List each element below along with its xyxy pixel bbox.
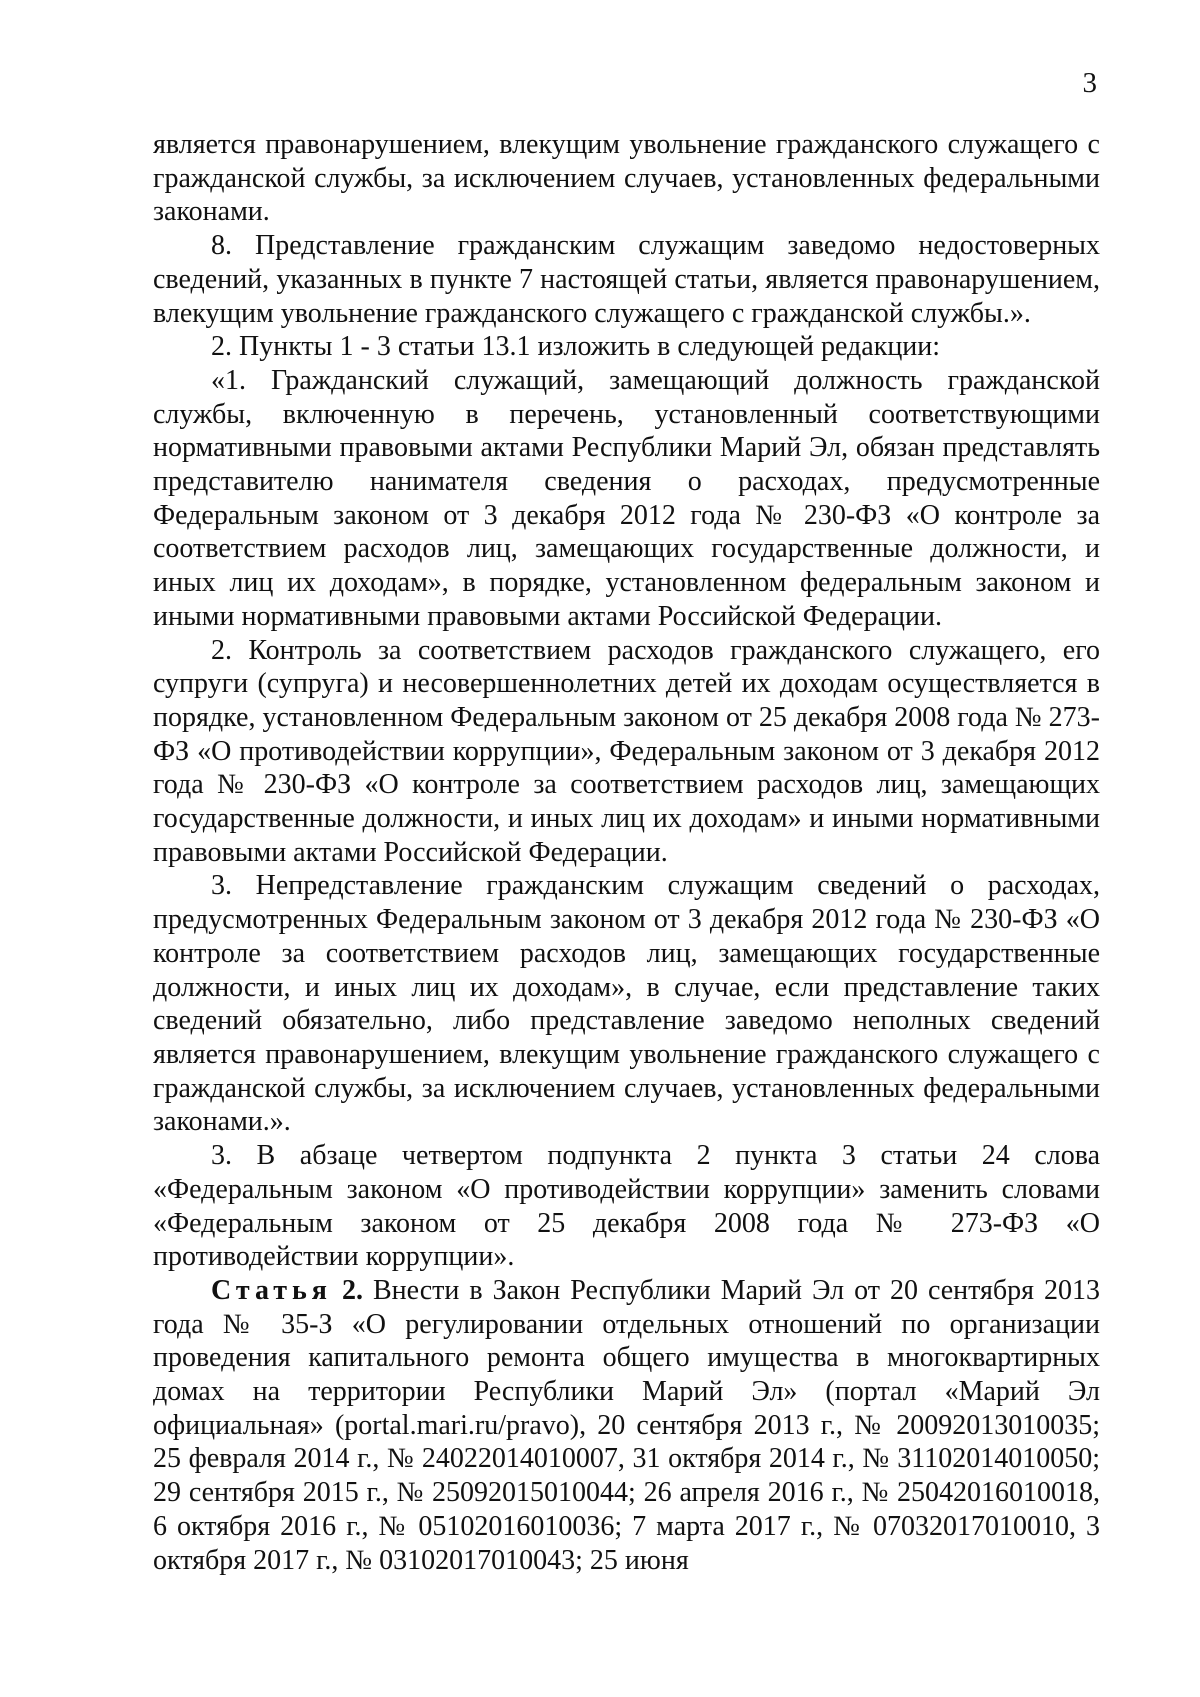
article-2-text: Внести в Закон Республики Марий Эл от 20 сентября 2013 года № 35-З «О регулировании отдельных отношений по организации проведения капитального ремонта общего имущества в многоквартирных домах на территории Республики Марий Эл» (портал «Марий Эл официальная» (portal.mari.ru/pravo), 20 сентября 2013 г., № 20092013010035; 25 февраля 2014 г., № 24022014010007, 31 октября 2014 г., № 31102014010050; 29 сентября 2015 г., № 25092015010044; 26 апреля 2016 г., № 25042016010018, 6 октября 2016 г., № 05102016010036; 7 марта 2017 г., № 07032017010010, 3 октября 2017 г., № 03102017010043; 25 июня [153, 1274, 1101, 1576]
paragraph-new-item-1: «1. Гражданский служащий, замещающий должность гражданской службы, включенную в перечень, установленный соответствующими нормативными правовыми актами Республики Марий Эл, обязан представлять представителю нанимателя сведения о расходах, предусмотренные Федеральным законом от 3 декабря 2012 года № 230-ФЗ «О контроле за соответствием расходов лиц, замещающих государственные должности, и иных лиц их доходам», в порядке, установленном федеральным законом и иными нормативными правовыми актами Российской Федерации. [153, 364, 1100, 632]
paragraph-item-8: 8. Представление гражданским служащим заведомо недостоверных сведений, указанных в пункте 7 настоящей статьи, является правонарушением, влекущим увольнение гражданского служащего с гражданской службы.». [153, 230, 1100, 329]
paragraph-amendment-3: 3. В абзаце четвертом подпункта 2 пункта 3 статьи 24 слова «Федеральным законом «О противодействии коррупции» заменить словами «Федеральным законом от 25 декабря 2008 года № 273-ФЗ «О противодействии коррупции». [153, 1140, 1100, 1273]
article-2-heading: Статья [211, 1274, 332, 1306]
paragraph-new-item-3: 3. Непредставление гражданским служащим сведений о расходах, предусмотренных Федеральным законом от 3 декабря 2012 года № 230-ФЗ «О контроле за соответствием расходов лиц, замещающих государственные должности, и иных лиц их доходам», в случае, если представление таких сведений обязательно, либо представление заведомо неполных сведений является правонарушением, влекущим увольнение гражданского служащего с гражданской службы, за исключением случаев, установленных федеральными законами.». [153, 870, 1100, 1138]
paragraph-continuation: является правонарушением, влекущим увольнение гражданского служащего с гражданской службы, за исключением случаев, установленных федеральными законами. [153, 129, 1100, 228]
page-number: 3 [1082, 67, 1097, 99]
article-2-paragraph [153, 1274, 1100, 1577]
paragraph-new-item-2: 2. Контроль за соответствием расходов гражданского служащего, его супруги (супруга) и несовершеннолетних детей их доходам осуществляется в порядке, установленном Федеральным законом от 25 декабря 2008 года № 273-ФЗ «О противодействии коррупции», Федеральным законом от 3 декабря 2012 года № 230-ФЗ «О контроле за соответствием расходов лиц, замещающих государственные должности, и иных лиц их доходам» и иными нормативными правовыми актами Российской Федерации. [153, 634, 1100, 868]
paragraph-amendment-2: 2. Пункты 1 - 3 статьи 13.1 изложить в следующей редакции: [211, 331, 941, 363]
article-2-number: 2. [341, 1274, 363, 1306]
